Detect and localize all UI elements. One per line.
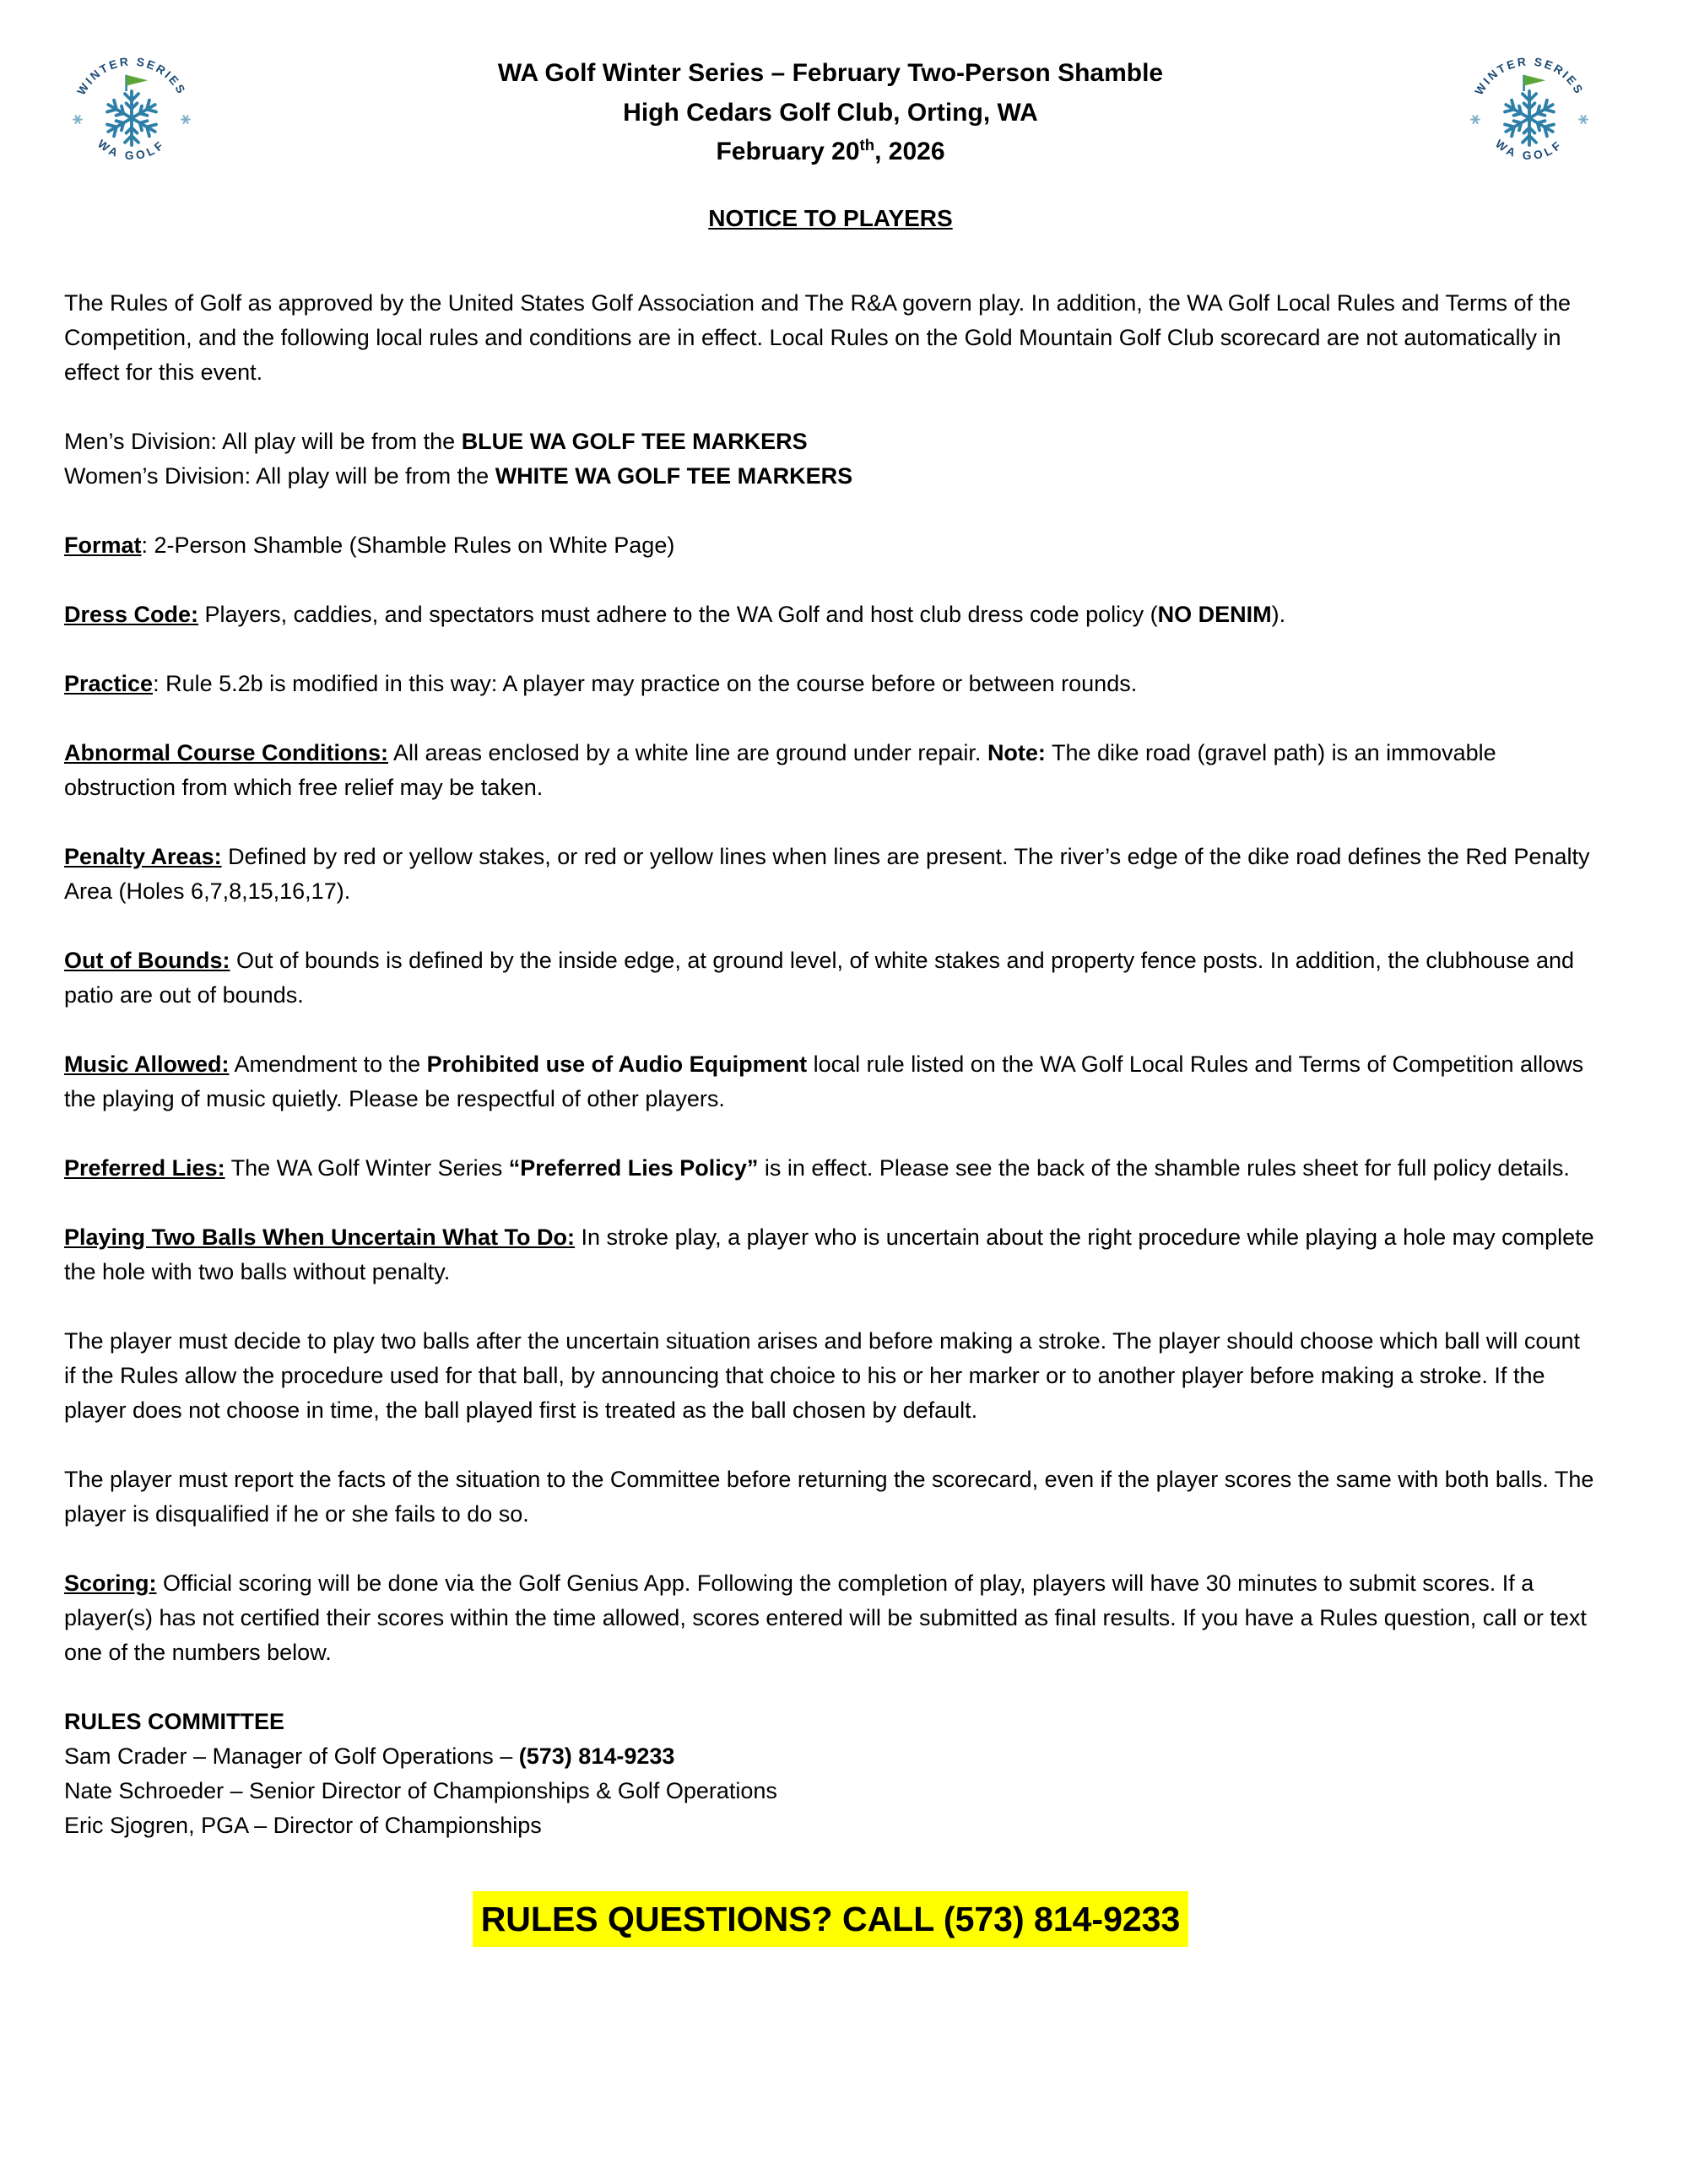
paragraph-line: Sam Crader – Manager of Golf Operations – (573) 814-9233 xyxy=(64,1743,675,1770)
paragraph-line: Music Allowed: Amendment to the Prohibited use of Audio Equipment local rule listed on the WA Golf Local Rules and Terms of Competition allows the playing of music quietly. Please be respectful of other players. xyxy=(64,1051,1584,1112)
logo-arc-top-text: WINTER SERIES xyxy=(1472,55,1587,98)
paragraph xyxy=(64,1566,1597,1670)
paragraph-line: Eric Sjogren, PGA – Director of Championships xyxy=(64,1813,542,1839)
paragraph xyxy=(64,424,1597,494)
paragraph-line: Practice: Rule 5.2b is modified in this way: A player may practice on the course before or between rounds. xyxy=(64,670,1138,696)
paragraph xyxy=(64,943,1597,1013)
paragraph xyxy=(64,1324,1597,1428)
logo-arc-top-text: WINTER SERIES xyxy=(74,55,189,98)
snowflake-icon xyxy=(105,91,158,145)
paragraph-line: Women’s Division: All play will be from the WHITE WA GOLF TEE MARKERS xyxy=(64,462,853,489)
document-title xyxy=(199,44,1462,172)
paragraph-line: Men’s Division: All play will be from the BLUE WA GOLF TEE MARKERS xyxy=(64,428,808,454)
paragraph xyxy=(64,1047,1597,1116)
paragraph xyxy=(64,667,1597,701)
paragraph-line: Dress Code: Players, caddies, and spectators must adhere to the WA Golf and host club dress code policy (NO DENIM). xyxy=(64,601,1286,627)
paragraph-line: The Rules of Golf as approved by the United States Golf Association and The R&A govern play. In addition, the WA Golf Local Rules and Terms of the Competition, and the following local rules and conditions are in effect. Local Rules on the Gold Mountain Golf Club scorecard are not automatically in effect for this event. xyxy=(64,289,1572,385)
paragraph-line: Format: 2-Person Shamble (Shamble Rules on White Page) xyxy=(64,532,675,558)
golf-flag-icon xyxy=(1524,75,1546,91)
paragraph xyxy=(64,597,1597,632)
paragraph-line: Nate Schroeder – Senior Director of Championships & Golf Operations xyxy=(64,1778,777,1804)
winter-series-logo-left xyxy=(64,44,199,179)
paragraph-line: Playing Two Balls When Uncertain What To Do: In stroke play, a player who is uncertain about the right procedure while playing a hole may complete the hole with two balls without penalty. xyxy=(64,1224,1594,1285)
title-line-date: February 20th, 2026 xyxy=(716,136,945,165)
paragraph xyxy=(64,736,1597,805)
paragraph xyxy=(64,1705,1597,1843)
rules-questions-banner xyxy=(64,1891,1597,1947)
paragraph xyxy=(64,1220,1597,1289)
paragraph-line: Out of Bounds: Out of bounds is defined by the inside edge, at ground level, of white stakes and property fence posts. In addition, the clubhouse and patio are out of bounds. xyxy=(64,947,1575,1008)
document-body xyxy=(64,286,1597,1844)
paragraph-line: Scoring: Official scoring will be done via the Golf Genius App. Following the completion of play, players will have 30 minutes to submit scores. If a player(s) has not certified their scores within the time allowed, scores entered will be submitted as final results. If you have a Rules question, call or text one of the numbers below. xyxy=(64,1570,1587,1666)
paragraph xyxy=(64,1151,1597,1186)
paragraph-line: The player must decide to play two balls after the uncertain situation arises and before making a stroke. The player should choose which ball will count if the Rules allow the procedure used for that ball, by announcing that choice to his or her marker or to another player before making a stroke. If the player does not choose in time, the ball played first is treated as the ball chosen by default. xyxy=(64,1328,1580,1424)
logo-arc-bottom-text: WA GOLF xyxy=(1492,137,1566,163)
paragraph xyxy=(64,286,1597,390)
highlighted-phone-callout: RULES QUESTIONS? CALL (573) 814-9233 xyxy=(473,1891,1189,1947)
paragraph-line: Penalty Areas: Defined by red or yellow stakes, or red or yellow lines when lines are present. The river’s edge of the dike road defines the Red Penalty Area (Holes 6,7,8,15,16,17). xyxy=(64,843,1590,904)
title-line-venue: High Cedars Golf Club, Orting, WA xyxy=(623,98,1038,127)
paragraph xyxy=(64,1462,1597,1532)
golf-flag-icon xyxy=(127,75,149,91)
paragraph xyxy=(64,528,1597,563)
paragraph-line: Preferred Lies: The WA Golf Winter Series “Preferred Lies Policy” is in effect. Please see the back of the shamble rules sheet for full policy details. xyxy=(64,1155,1570,1181)
notice-heading: NOTICE TO PLAYERS xyxy=(708,205,953,231)
document-header xyxy=(64,44,1597,179)
title-line-event: WA Golf Winter Series – February Two-Person Shamble xyxy=(497,59,1164,87)
paragraph-line: RULES COMMITTEE xyxy=(64,1709,284,1735)
paragraph xyxy=(64,840,1597,909)
paragraph-line: Abnormal Course Conditions: All areas enclosed by a white line are ground under repair. Note: The dike road (gravel path) is an immovable obstruction from which free relief may be taken. xyxy=(64,739,1496,800)
logo-arc-bottom-text: WA GOLF xyxy=(95,137,169,163)
winter-series-logo-right xyxy=(1462,44,1597,179)
snowflake-icon xyxy=(1502,91,1555,145)
paragraph-line: The player must report the facts of the situation to the Committee before returning the scorecard, even if the player scores the same with both balls. The player is disqualified if he or she fails to do so. xyxy=(64,1467,1594,1527)
